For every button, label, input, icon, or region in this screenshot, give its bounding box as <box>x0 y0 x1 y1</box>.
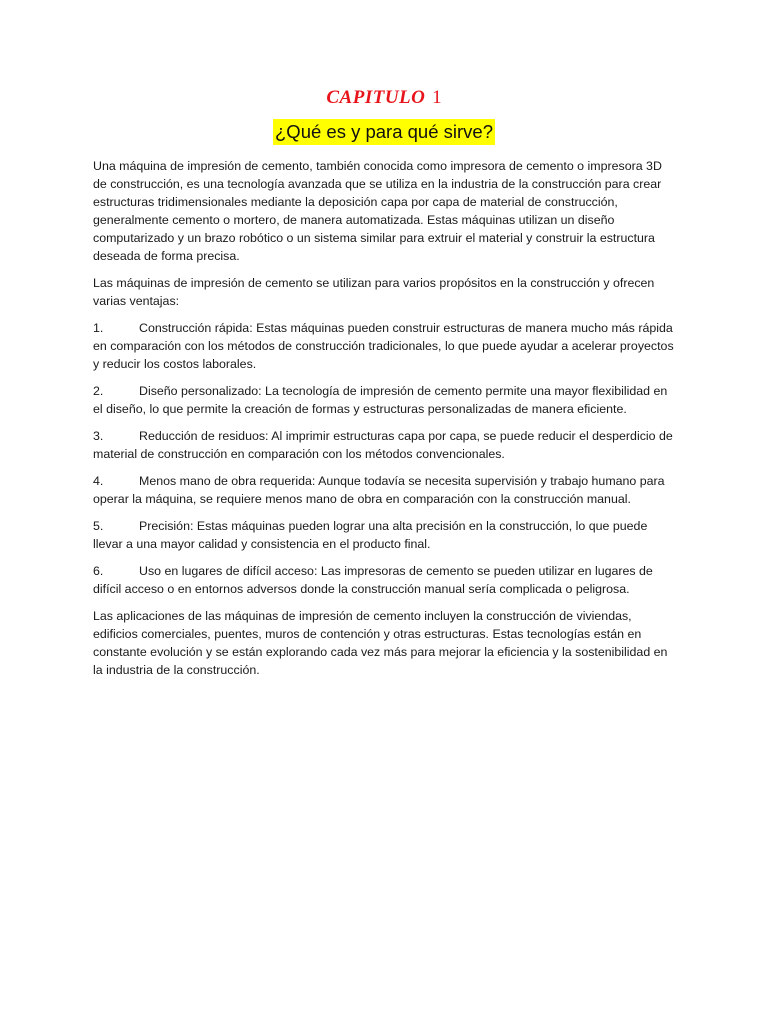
list-item-number: 3. <box>93 429 104 443</box>
list-item-text: Diseño personalizado: La tecnología de impresión de cemento permite una mayor flexibilidad en el diseño, lo que permite la creación de formas y estructuras personalizadas de manera eficiente. <box>93 384 668 416</box>
list-item <box>93 517 679 553</box>
chapter-number: 1 <box>432 87 442 108</box>
closing-paragraph: Las aplicaciones de las máquinas de impresión de cemento incluyen la construcción de viviendas, edificios comerciales, puentes, muros de contención y otras estructuras. Estas tecnologías están en constante evolución y se están explorando cada vez más para mejorar la eficiencia y la sostenibilidad en la industria de la construcción. <box>93 609 668 677</box>
list-item <box>93 562 679 598</box>
list-item <box>93 382 679 418</box>
list-item-text: Uso en lugares de difícil acceso: Las impresoras de cemento se pueden utilizar en lugares de difícil acceso o en entornos adversos donde la construcción manual sería complicada o peligrosa. <box>93 564 653 596</box>
list-item-number: 4. <box>93 474 104 488</box>
section-subtitle: ¿Qué es y para qué sirve? <box>273 119 495 145</box>
list-item-text: Menos mano de obra requerida: Aunque todavía se necesita supervisión y trabajo humano para operar la máquina, se requiere menos mano de obra en comparación con la construcción manual. <box>93 474 665 506</box>
chapter-word: CAPITULO <box>326 87 426 108</box>
list-item-text: Precisión: Estas máquinas pueden lograr una alta precisión en la construcción, lo que puede llevar a una mayor calidad y consistencia en el producto final. <box>93 519 648 551</box>
intro-paragraph: Una máquina de impresión de cemento, también conocida como impresora de cemento o impresora 3D de construcción, es una tecnología avanzada que se utiliza en la industria de la construcción para crear estructuras tridimensionales mediante la deposición capa por capa de material de construcción, generalmente cemento o mortero, de manera automatizada. Estas máquinas utilizan un diseño computarizado y un brazo robótico o un sistema similar para extruir el material y construir la estructura deseada de forma precisa. <box>93 159 662 263</box>
list-item-number: 6. <box>93 564 104 578</box>
chapter-heading <box>0 86 768 110</box>
list-item <box>93 319 679 373</box>
list-item-text: Construcción rápida: Estas máquinas pueden construir estructuras de manera mucho más rápida en comparación con los métodos de construcción tradicionales, lo que puede ayudar a acelerar proyectos y reducir los costos laborales. <box>93 321 674 371</box>
list-item-text: Reducción de residuos: Al imprimir estructuras capa por capa, se puede reducir el desperdicio de material de construcción en comparación con los métodos convencionales. <box>93 429 673 461</box>
list-item-number: 5. <box>93 519 104 533</box>
list-item-number: 1. <box>93 321 104 335</box>
subtitle-container <box>0 119 768 145</box>
document-body <box>93 157 679 688</box>
uses-intro-paragraph: Las máquinas de impresión de cemento se utilizan para varios propósitos en la construcción y ofrecen varias ventajas: <box>93 276 655 308</box>
list-item <box>93 472 679 508</box>
list-item-number: 2. <box>93 384 104 398</box>
list-item <box>93 427 679 463</box>
